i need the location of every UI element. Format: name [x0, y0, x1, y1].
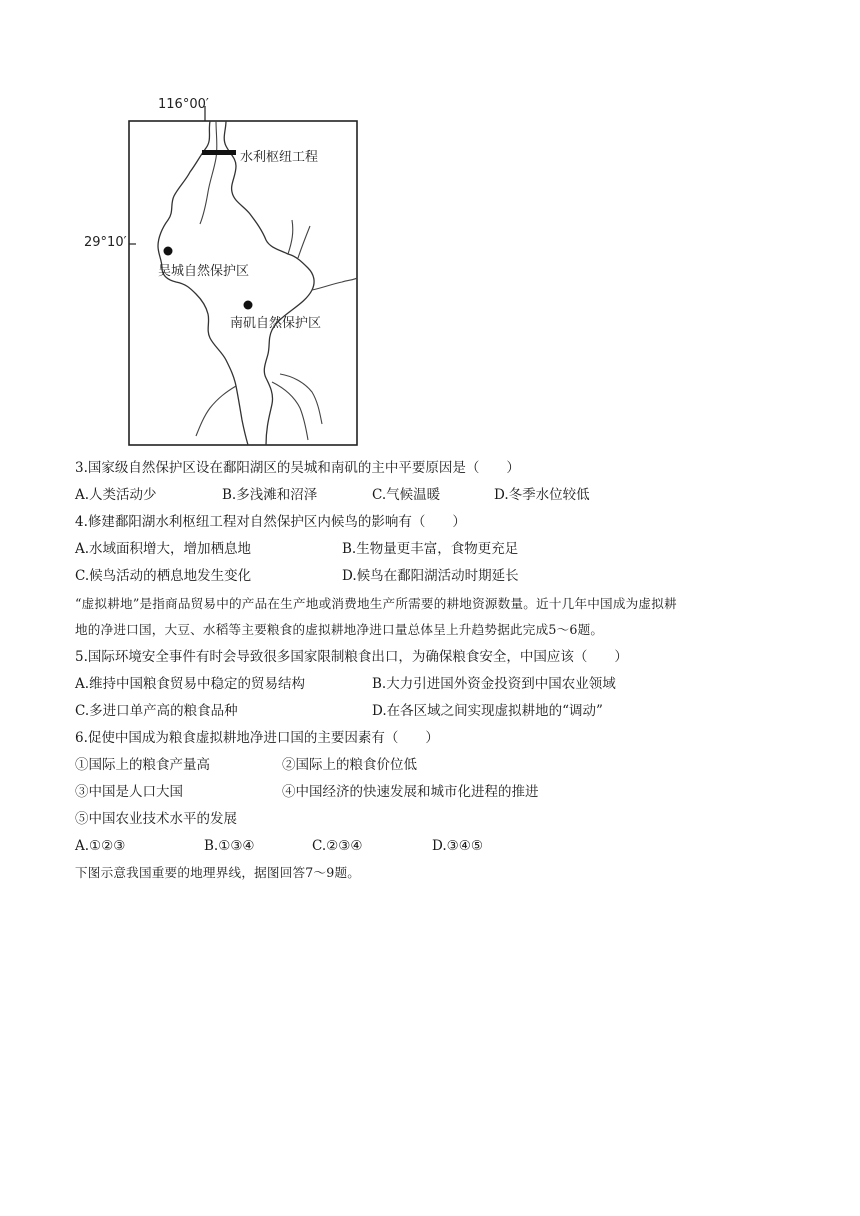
q3-option-b: B.多浅滩和沼泽: [222, 487, 318, 503]
river-channel: [200, 121, 217, 224]
q5-option-a: A.维持中国粮食贸易中稳定的贸易结构: [75, 676, 306, 692]
q3-stem: 3.国家级自然保护区设在鄱阳湖区的吴城和南矶的主中平要原因是（ ）: [75, 460, 520, 476]
q5-stem: 5.国际环境安全事件有时会导致很多国家限制粮食出口，为确保粮食安全，中国应该（ ）: [75, 649, 628, 665]
dam-label: 水利枢纽工程: [240, 150, 319, 165]
q6-item-3: ③中国是人口大国: [75, 784, 183, 800]
q4-option-d: D.候鸟在鄱阳湖活动时期延长: [342, 568, 519, 584]
dam-bar: [202, 150, 236, 155]
q6-item-1: ①国际上的粮食产量高: [75, 757, 210, 773]
q4-stem: 4.修建鄱阳湖水利枢纽工程对自然保护区内候鸟的影响有（ ）: [75, 514, 466, 530]
q3-option-c: C.气候温暖: [372, 487, 441, 503]
q4-option-b: B.生物量更丰富，食物更充足: [342, 541, 519, 557]
q4-option-c: C.候鸟活动的栖息地发生变化: [75, 568, 252, 584]
q3-option-d: D.冬季水位较低: [494, 487, 590, 503]
q5-option-d: D.在各区域之间实现虚拟耕地的“调动”: [372, 703, 603, 719]
q6-item-4: ④中国经济的快速发展和城市化进程的推进: [282, 784, 539, 800]
q6-option-c: C.②③④: [312, 838, 363, 854]
q6-item-2: ②国际上的粮食价位低: [282, 757, 417, 773]
q6-item-5: ⑤中国农业技术水平的发展: [75, 811, 237, 827]
q6-option-a: A.①②③: [75, 838, 126, 854]
intro-questions-7-9: 下图示意我国重要的地理界线，据图回答7～9题。: [75, 865, 361, 880]
wucheng-reserve-label: 吴城自然保护区: [158, 264, 250, 279]
q6-option-d: D.③④⑤: [432, 838, 483, 854]
east-inlet-1: [288, 220, 310, 258]
passage-line-1: “虚拟耕地”是指商品贸易中的产品在生产地或消费地生产所需要的耕地资源数量。近十几年中国成为虚拟耕: [75, 596, 677, 611]
southwest-inlet: [196, 386, 236, 436]
nanji-dot: [244, 301, 253, 310]
q3-option-a: A.人类活动少: [75, 487, 157, 503]
q4-option-a: A.水域面积增大，增加栖息地: [75, 541, 252, 557]
east-inlet-2: [312, 278, 357, 290]
q6-stem: 6.促使中国成为粮食虚拟耕地净进口国的主要因素有（ ）: [75, 730, 439, 746]
q5-option-b: B.大力引进国外资金投资到中国农业领域: [372, 676, 616, 692]
wucheng-dot: [164, 247, 173, 256]
q6-option-b: B.①③④: [204, 838, 255, 854]
passage-line-2: 地的净进口国，大豆、水稻等主要粮食的虚拟耕地净进口量总体呈上升趋势据此完成5～6题。: [75, 622, 604, 637]
q5-option-c: C.多进口单产高的粮食品种: [75, 703, 238, 719]
poyang-lake-map: [40, 92, 370, 454]
map-frame: [129, 121, 357, 445]
longitude-label: 116°00′: [158, 97, 209, 112]
lake-west-shore: [158, 121, 248, 445]
latitude-label: 29°10′: [84, 235, 127, 250]
south-inlet: [272, 374, 322, 440]
nanji-reserve-label: 南矶自然保护区: [230, 316, 322, 331]
